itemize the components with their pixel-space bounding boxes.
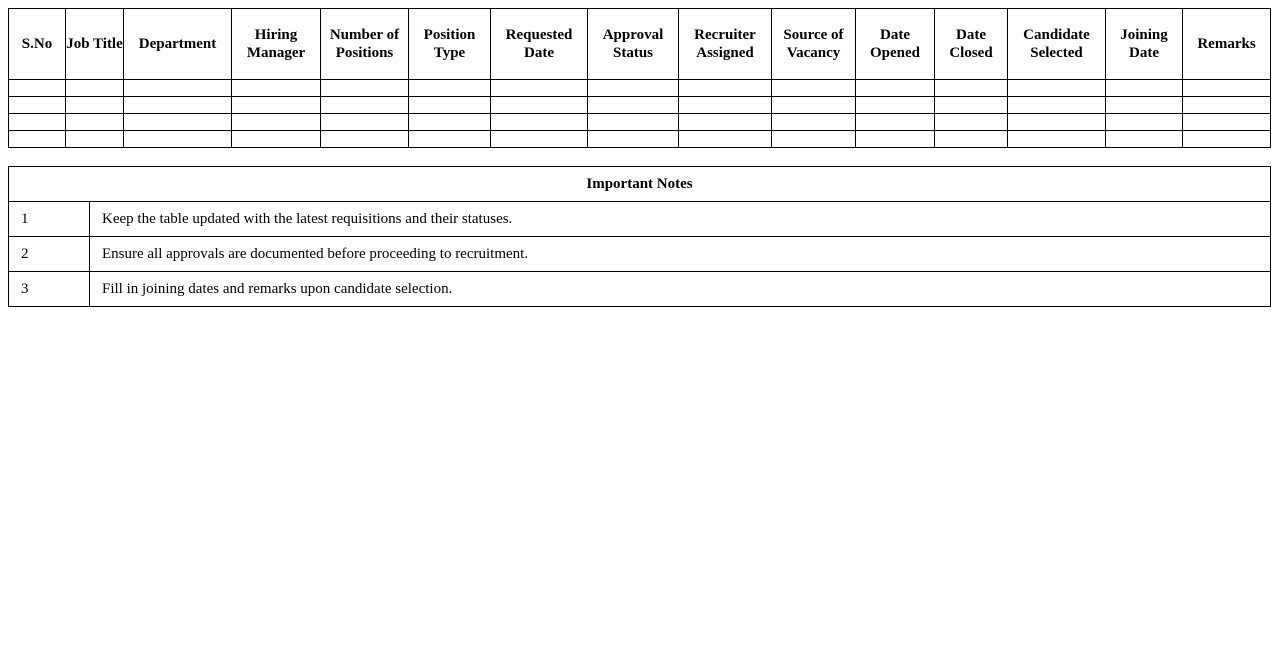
- table-row: [9, 114, 1271, 131]
- table-cell[interactable]: [856, 114, 935, 131]
- table-cell[interactable]: [232, 131, 321, 148]
- table-cell[interactable]: [321, 80, 409, 97]
- table-row: [9, 97, 1271, 114]
- table-cell[interactable]: [66, 97, 124, 114]
- table-cell[interactable]: [588, 131, 679, 148]
- table-cell[interactable]: [232, 114, 321, 131]
- table-cell[interactable]: [772, 114, 856, 131]
- important-notes-table: [8, 166, 1271, 307]
- column-header-sno: S.No: [9, 9, 66, 80]
- table-cell[interactable]: [124, 97, 232, 114]
- table-cell[interactable]: [66, 114, 124, 131]
- note-row: [9, 237, 1271, 272]
- table-cell[interactable]: [1106, 80, 1183, 97]
- note-number: 3: [9, 272, 90, 307]
- table-cell[interactable]: [409, 114, 491, 131]
- note-text: Keep the table updated with the latest requisitions and their statuses.: [90, 202, 1271, 237]
- column-header-hiring-manager: Hiring Manager: [232, 9, 321, 80]
- table-cell[interactable]: [1008, 114, 1106, 131]
- column-header-date-opened: Date Opened: [856, 9, 935, 80]
- job-requisition-table: [8, 8, 1271, 148]
- column-header-job-title: Job Title: [66, 9, 124, 80]
- table-cell[interactable]: [1008, 80, 1106, 97]
- table-cell[interactable]: [124, 131, 232, 148]
- table-cell[interactable]: [1106, 97, 1183, 114]
- column-header-recruiter-assigned: Recruiter Assigned: [679, 9, 772, 80]
- header-row: [9, 9, 1271, 80]
- note-row: [9, 202, 1271, 237]
- requisition-table-body: [9, 80, 1271, 148]
- table-cell[interactable]: [321, 131, 409, 148]
- table-cell[interactable]: [935, 131, 1008, 148]
- column-header-department: Department: [124, 9, 232, 80]
- note-text: Fill in joining dates and remarks upon candidate selection.: [90, 272, 1271, 307]
- table-cell[interactable]: [124, 80, 232, 97]
- table-cell[interactable]: [1183, 97, 1271, 114]
- table-cell[interactable]: [679, 97, 772, 114]
- table-cell[interactable]: [772, 80, 856, 97]
- note-text: Ensure all approvals are documented before proceeding to recruitment.: [90, 237, 1271, 272]
- column-header-joining-date: Joining Date: [1106, 9, 1183, 80]
- table-cell[interactable]: [66, 80, 124, 97]
- column-header-remarks: Remarks: [1183, 9, 1271, 80]
- table-row: [9, 131, 1271, 148]
- table-cell[interactable]: [491, 131, 588, 148]
- table-cell[interactable]: [491, 114, 588, 131]
- note-number: 2: [9, 237, 90, 272]
- column-header-approval-status: Approval Status: [588, 9, 679, 80]
- table-cell[interactable]: [232, 97, 321, 114]
- column-header-date-closed: Date Closed: [935, 9, 1008, 80]
- notes-title-row: [9, 167, 1271, 202]
- table-cell[interactable]: [1008, 131, 1106, 148]
- table-cell[interactable]: [1008, 97, 1106, 114]
- notes-title: Important Notes: [9, 167, 1271, 202]
- column-header-source-of-vacancy: Source of Vacancy: [772, 9, 856, 80]
- table-cell[interactable]: [588, 114, 679, 131]
- table-cell[interactable]: [856, 97, 935, 114]
- table-cell[interactable]: [935, 80, 1008, 97]
- table-cell[interactable]: [124, 114, 232, 131]
- table-cell[interactable]: [409, 131, 491, 148]
- note-number: 1: [9, 202, 90, 237]
- note-row: [9, 272, 1271, 307]
- column-header-number-of-positions: Number of Positions: [321, 9, 409, 80]
- table-cell[interactable]: [321, 114, 409, 131]
- table-cell[interactable]: [1183, 80, 1271, 97]
- table-cell[interactable]: [856, 80, 935, 97]
- table-cell[interactable]: [1106, 114, 1183, 131]
- table-cell[interactable]: [9, 80, 66, 97]
- table-cell[interactable]: [679, 131, 772, 148]
- table-cell[interactable]: [679, 114, 772, 131]
- table-cell[interactable]: [772, 97, 856, 114]
- table-cell[interactable]: [772, 131, 856, 148]
- table-cell[interactable]: [588, 80, 679, 97]
- table-cell[interactable]: [1106, 131, 1183, 148]
- table-cell[interactable]: [935, 97, 1008, 114]
- column-header-requested-date: Requested Date: [491, 9, 588, 80]
- table-cell[interactable]: [1183, 114, 1271, 131]
- table-cell[interactable]: [491, 97, 588, 114]
- table-cell[interactable]: [679, 80, 772, 97]
- table-cell[interactable]: [588, 97, 679, 114]
- table-cell[interactable]: [321, 97, 409, 114]
- table-cell[interactable]: [935, 114, 1008, 131]
- table-row: [9, 80, 1271, 97]
- table-cell[interactable]: [491, 80, 588, 97]
- table-cell[interactable]: [9, 131, 66, 148]
- table-cell[interactable]: [856, 131, 935, 148]
- column-header-candidate-selected: Candidate Selected: [1008, 9, 1106, 80]
- table-cell[interactable]: [9, 97, 66, 114]
- table-cell[interactable]: [1183, 131, 1271, 148]
- table-cell[interactable]: [9, 114, 66, 131]
- column-header-position-type: Position Type: [409, 9, 491, 80]
- table-cell[interactable]: [66, 131, 124, 148]
- table-cell[interactable]: [232, 80, 321, 97]
- table-cell[interactable]: [409, 80, 491, 97]
- table-cell[interactable]: [409, 97, 491, 114]
